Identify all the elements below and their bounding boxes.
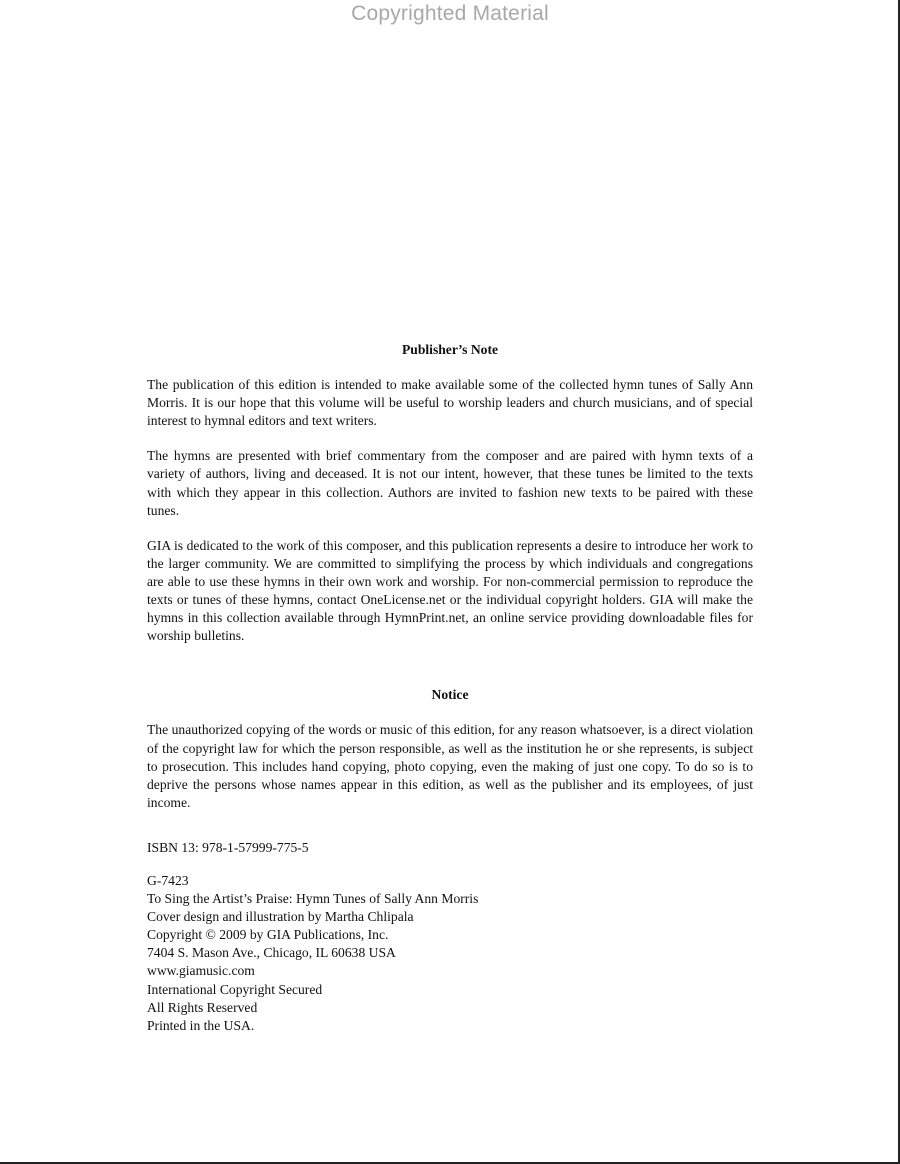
publishers-note-paragraph-1: The publication of this edition is intended to make available some of the collected hymn tunes of Sally Ann Morris. It is our hope that this volume will be useful to worship leaders and church musicians, and of special interest to hymnal editors and text writers. xyxy=(147,377,753,429)
notice-paragraph: The unauthorized copying of the words or music of this edition, for any reason whatsoever, is a direct violation of the copyright law for which the person responsible, as well as the institution he or she represents, is subject to prosecution. This includes hand copying, photo copying, even the making of just one copy. To do so is to deprive the persons whose names appear in this edition, as well as the publisher and its employees, of just income. xyxy=(147,722,753,810)
notice-heading: Notice xyxy=(431,687,469,703)
cover-credit: Cover design and illustration by Martha Chlipala xyxy=(147,909,414,925)
publishers-note-paragraph-2: The hymns are presented with brief commentary from the composer and are paired with hymn texts of a variety of authors, living and deceased. It is not our intent, however, that these tunes be limited to the texts with which they appear in this collection. Authors are invited to fashion new texts to be paired with these tunes. xyxy=(147,448,753,518)
copyright-line: Copyright © 2009 by GIA Publications, Inc. xyxy=(147,927,389,943)
rights-reserved: All Rights Reserved xyxy=(147,999,258,1015)
publishers-note-section xyxy=(147,341,753,645)
printed-in: Printed in the USA. xyxy=(147,1017,255,1033)
publishers-note-paragraph-3: GIA is dedicated to the work of this composer, and this publication represents a desire to introduce her work to the larger community. We are committed to simplifying the process by which individuals and congregations are able to use these hymns in their own work and worship. For non-commercial permission to reproduce the texts or tunes of these hymns, contact OneLicense.net or the individual copyright holders. GIA will make the hymns in this collection available through HymnPrint.net, an online service providing downloadable files for worship bulletins. xyxy=(147,537,753,644)
colophon xyxy=(147,872,753,1035)
copyright-watermark: Copyrighted Material xyxy=(351,2,549,25)
notice-section xyxy=(147,686,753,812)
isbn: ISBN 13: 978-1-57999-775-5 xyxy=(147,839,309,855)
page-content xyxy=(147,341,753,1035)
book-title: To Sing the Artist’s Praise: Hymn Tunes of Sally Ann Morris xyxy=(147,891,479,907)
publishers-note-heading: Publisher’s Note xyxy=(401,342,499,357)
publisher-website: www.giamusic.com xyxy=(147,963,255,979)
catalog-number: G-7423 xyxy=(147,872,189,888)
international-copyright: International Copyright Secured xyxy=(147,981,323,997)
publisher-address: 7404 S. Mason Ave., Chicago, IL 60638 USA xyxy=(147,945,396,961)
